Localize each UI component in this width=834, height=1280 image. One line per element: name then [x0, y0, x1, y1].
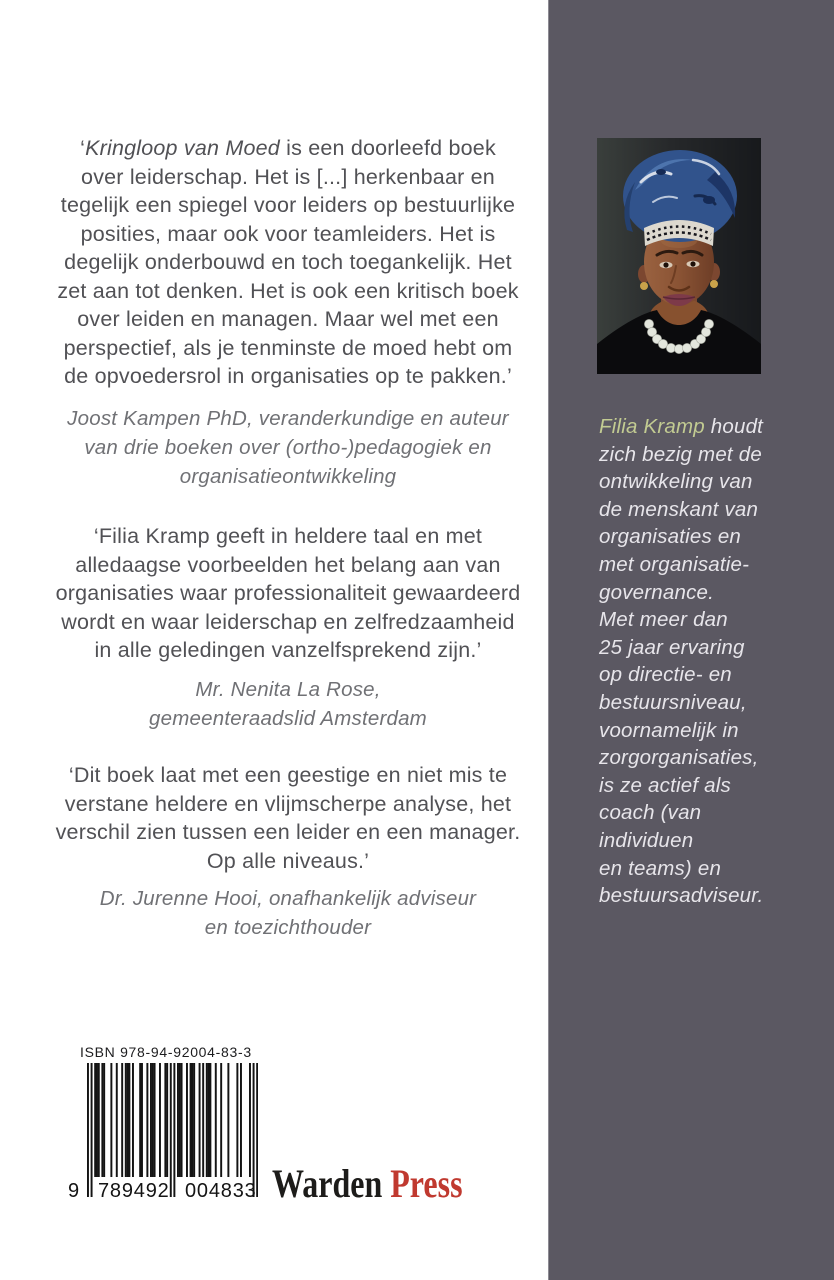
text-line: met organisatie-	[599, 552, 750, 576]
text-line: 25 jaar ervaring	[599, 635, 745, 659]
quote-1-first-line-rest: is een doorleefd boek	[279, 136, 496, 160]
text-line: zorgorganisaties,	[599, 746, 759, 770]
text-line: coach (van	[599, 801, 702, 825]
text-line: governance.	[599, 580, 715, 604]
text-line: Dr. Jurenne Hooi, onafhankelijk adviseur	[99, 887, 477, 910]
text-line: voornamelijk in	[599, 718, 739, 742]
text-line: organisaties waar professionaliteit gewaardeerd	[55, 581, 521, 605]
text-line: over leiderschap. Het is [...] herkenbaar en	[81, 164, 495, 189]
text-line: zich bezig met de	[599, 442, 762, 466]
text-line: verschil zien tussen een leider en een manager.	[55, 820, 521, 844]
bio-first-line	[599, 413, 825, 441]
text-line: zet aan tot denken. Het is ook een kritisch boek	[57, 278, 519, 303]
publisher-name-press: Press	[390, 1161, 463, 1206]
text-line: individuen	[599, 828, 694, 852]
book-title-italic: Kringloop van Moed	[85, 136, 280, 160]
text-line: ‘Dit boek laat met een geestige en niet mis te	[68, 763, 508, 787]
text-line: de opvoedersrol in organisaties op te pakken.’	[64, 364, 512, 388]
text-line: van drie boeken over (ortho-)pedagogiek en	[84, 435, 492, 459]
text-line: alledaagse voorbeelden het belang aan van	[75, 552, 501, 577]
ean-barcode	[87, 1063, 258, 1197]
text-line: bestuursniveau,	[599, 690, 747, 714]
text-line: perspectief, als je tenminste de moed hebt om	[63, 335, 513, 360]
text-line: Met meer dan	[599, 608, 728, 632]
text-line: is ze actief als	[599, 773, 731, 797]
endorsement-quote-2	[48, 522, 528, 665]
text-line: bestuursadviseur.	[599, 884, 764, 908]
author-portrait-illustration	[597, 138, 761, 374]
endorsement-attribution-1	[48, 405, 528, 491]
publisher-logo	[272, 1160, 463, 1207]
text-line: Mr. Nenita La Rose,	[195, 678, 381, 701]
text-line: organisatieontwikkeling	[179, 464, 397, 488]
publisher-name-warden: Warden	[272, 1161, 383, 1206]
barcode-digits-left: 789492	[98, 1180, 170, 1202]
text-line: organisaties en	[599, 525, 742, 549]
quote-1-lines	[48, 163, 528, 391]
isbn-label: ISBN 978-94-92004-83-3	[80, 1044, 252, 1060]
text-line: posities, maar ook voor teamleiders. Het is	[80, 221, 496, 246]
open-quote-mark: ‘	[80, 136, 86, 160]
author-bio-lines	[599, 441, 825, 910]
endorsement-quote-1	[48, 134, 528, 391]
text-line: en teams) en	[599, 856, 722, 880]
barcode-digit-lead: 9	[68, 1180, 80, 1202]
text-line: de menskant van	[599, 497, 759, 521]
logo-space	[382, 1161, 390, 1206]
text-line: op directie- en	[599, 663, 732, 687]
bio-first-line-rest: houdt	[704, 415, 764, 438]
text-line: Joost Kampen PhD, veranderkundige en auteur	[67, 407, 509, 430]
text-line: verstane heldere en vlijmscherpe analyse, het	[64, 791, 512, 816]
text-line: gemeenteraadslid Amsterdam	[149, 706, 427, 730]
barcode-digits-right: 004833	[185, 1180, 257, 1202]
endorsement-attribution-3	[48, 885, 528, 943]
text-line: degelijk onderbouwd en toch toegankelijk. Het	[64, 250, 512, 274]
sidebar-panel	[548, 0, 834, 1280]
quote-1-first-line	[48, 134, 528, 163]
author-bio	[599, 413, 825, 910]
author-photo	[597, 138, 761, 374]
text-line: Op alle niveaus.’	[206, 848, 370, 873]
text-line: en toezichthouder	[204, 915, 372, 939]
endorsement-quote-3	[48, 761, 528, 875]
endorsement-attribution-2	[48, 676, 528, 734]
text-line: ontwikkeling van	[599, 470, 753, 494]
text-line: over leiden en managen. Maar wel met een	[77, 307, 499, 331]
text-line: wordt en waar leiderschap en zelfredzaamheid	[61, 609, 515, 634]
text-line: ‘Filia Kramp geeft in heldere taal en met	[93, 524, 483, 548]
text-line: in alle geledingen vanzelfsprekend zijn.’	[94, 638, 482, 662]
text-line: tegelijk een spiegel voor leiders op bestuurlijke	[60, 193, 516, 217]
author-name: Filia Kramp	[599, 415, 705, 438]
